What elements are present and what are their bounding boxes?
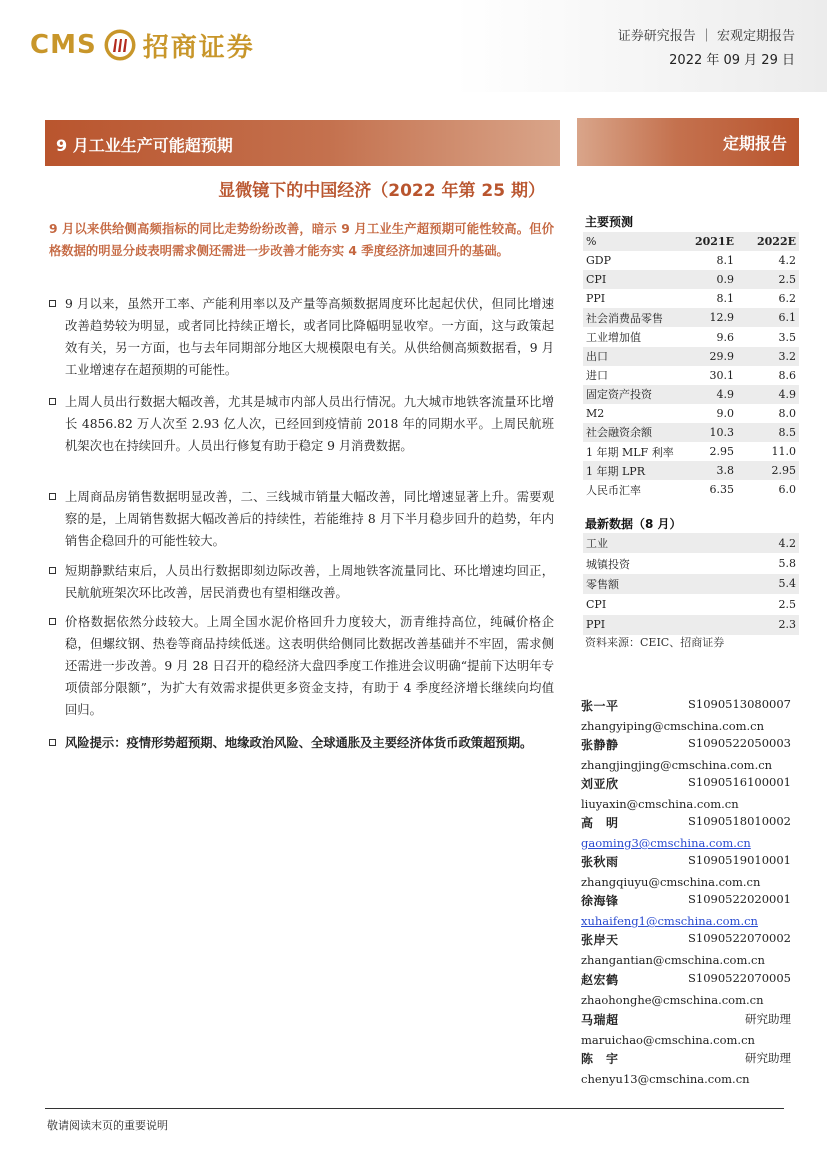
analyst-entry [581, 1050, 791, 1089]
analyst-entry [581, 892, 791, 931]
value-2021: 9.0 [716, 406, 734, 420]
footer-note: 敬请阅读末页的重要说明 [47, 1119, 168, 1132]
row-name: PPI [586, 292, 606, 306]
bullet-box-icon [49, 493, 56, 500]
row-name: GDP [586, 254, 612, 268]
logo-text-en: CMS [30, 30, 97, 60]
value-2021: 8.1 [716, 292, 734, 306]
report-title: 9 月工业生产可能超预期 [45, 120, 560, 166]
data-source-note: 资料来源：CEIC、招商证券 [585, 636, 725, 649]
value-2021: 6.35 [709, 483, 734, 497]
row-name: 社会融资余额 [586, 426, 652, 440]
value-2022: 4.9 [778, 387, 796, 401]
row-name: 零售额 [586, 577, 619, 591]
analyst-name: 张岸天 [581, 933, 619, 947]
table-row [583, 574, 799, 594]
logo-text-cn: 招商证券 [142, 32, 255, 63]
value-2022: 6.2 [778, 292, 796, 306]
value-2021: 2.95 [709, 445, 734, 459]
table-row [583, 385, 799, 404]
analyst-entry [581, 736, 791, 775]
analyst-name: 高 明 [581, 816, 619, 830]
value-2021: 9.6 [716, 330, 734, 344]
analyst-email-link[interactable]: xuhaifeng1@cmschina.com.cn [581, 914, 758, 928]
table-row [583, 533, 799, 553]
analyst-name: 赵宏鹤 [581, 973, 619, 987]
analyst-entry [581, 971, 791, 1010]
row-name: 进口 [586, 369, 608, 383]
analyst-name: 刘亚欣 [581, 777, 619, 791]
cms-logo [30, 24, 255, 66]
table-row [583, 289, 799, 308]
row-name: 城镇投资 [586, 557, 630, 571]
analyst-email[interactable]: zhangantian@cmschina.com.cn [581, 953, 765, 967]
value-2021: 29.9 [709, 349, 734, 363]
analyst-role: 研究助理 [745, 1051, 791, 1065]
row-value: 4.2 [778, 536, 796, 550]
forecast-table [583, 232, 799, 499]
row-name: 工业增加值 [586, 331, 641, 345]
table-row [583, 308, 799, 327]
table-row [583, 615, 799, 635]
table-row [583, 251, 799, 270]
bullet-box-icon [49, 739, 56, 746]
row-name: 固定资产投资 [586, 388, 652, 402]
row-name: 1 年期 LPR [586, 464, 645, 478]
analyst-email[interactable]: zhangjingjing@cmschina.com.cn [581, 758, 773, 772]
analyst-name: 徐海锋 [581, 894, 619, 908]
analyst-role: 研究助理 [745, 1012, 791, 1026]
table-row [583, 423, 799, 442]
value-2022: 6.1 [778, 311, 796, 325]
report-date: 2022 年 09 月 29 日 [669, 53, 795, 68]
table-row [583, 553, 799, 573]
row-value: 2.5 [778, 597, 796, 611]
analyst-entry [581, 697, 791, 736]
analyst-name: 张一平 [581, 699, 619, 713]
value-2021: 30.1 [709, 368, 734, 382]
value-2022: 2.5 [778, 273, 796, 287]
table-row [583, 594, 799, 614]
value-2022: 8.0 [778, 406, 796, 420]
analyst-email-link[interactable]: gaoming3@cmschina.com.cn [581, 836, 751, 850]
forecast-heading: 主要预测 [585, 215, 634, 229]
row-name: 1 年期 MLF 利率 [586, 445, 674, 459]
footer-divider [45, 1108, 784, 1109]
table-row [583, 270, 799, 289]
row-name: 工业 [586, 537, 608, 551]
analyst-cert-id: S1090522070002 [688, 931, 791, 945]
value-2021: 8.1 [716, 254, 734, 268]
analyst-email[interactable]: maruichao@cmschina.com.cn [581, 1033, 755, 1047]
report-type: 证券研究报告 ｜ 宏观定期报告 [617, 29, 795, 44]
bullet-item [49, 560, 554, 604]
value-2021: 10.3 [709, 425, 734, 439]
bullet-text: 短期静默结束后，人员出行数据即刻边际改善，上周地铁客流量同比、环比增速均回正，民航航班架次环比改善，居民消费也有望相继改善。 [65, 564, 554, 600]
table-row [583, 404, 799, 423]
row-name: 人民币汇率 [586, 483, 641, 497]
value-2022: 8.6 [778, 368, 796, 382]
value-2021: 3.8 [716, 464, 734, 478]
analyst-cert-id: S1090516100001 [688, 775, 791, 789]
col-unit: % [586, 235, 597, 249]
table-row [583, 442, 799, 461]
value-2022: 11.0 [771, 445, 796, 459]
row-value: 2.3 [778, 618, 796, 632]
bullet-item [49, 611, 554, 721]
value-2022: 8.5 [778, 425, 796, 439]
analyst-email[interactable]: liuyaxin@cmschina.com.cn [581, 797, 739, 811]
bullet-item [49, 293, 554, 381]
row-value: 5.4 [778, 577, 796, 591]
value-2022: 3.2 [778, 349, 796, 363]
value-2021: 0.9 [716, 273, 734, 287]
latest-table [583, 533, 799, 635]
analyst-entry [581, 775, 791, 814]
value-2022: 6.0 [778, 483, 796, 497]
bullet-text: 上周人员出行数据大幅改善，尤其是城市内部人员出行情况。九大城市地铁客流量环比增长 4856.82 万人次至 2.93 亿人次，已经回到疫情前 2018 年的同期水平。上周民航班机架次也在持续回升。人员出行修复有助于稳定 9 月消费数据。 [65, 395, 554, 453]
analyst-cert-id: S1090518010002 [688, 814, 791, 828]
value-2022: 4.2 [778, 254, 796, 268]
analyst-email[interactable]: zhaohonghe@cmschina.com.cn [581, 993, 764, 1007]
analyst-cert-id: S1090522020001 [688, 892, 791, 906]
analyst-cert-id: S1090513080007 [688, 697, 791, 711]
summary-paragraph: 9 月以来供给侧高频指标的同比走势纷纷改善，暗示 9 月工业生产超预期可能性较高。但价格数据的明显分歧表明需求侧还需进一步改善才能夯实 4 季度经济加速回升的基础。 [49, 222, 554, 258]
analyst-cert-id: S1090519010001 [688, 853, 791, 867]
bullet-box-icon [49, 300, 56, 307]
table-header-row [583, 232, 799, 251]
analyst-entry [581, 1011, 791, 1050]
row-name: CPI [586, 597, 607, 611]
analyst-entry [581, 931, 791, 970]
bullet-box-icon [49, 398, 56, 405]
analyst-name: 张静静 [581, 738, 619, 752]
value-2022: 2.95 [771, 464, 796, 478]
bullet-box-icon [49, 567, 56, 574]
bullet-item [49, 391, 554, 457]
analyst-cert-id: S1090522050003 [688, 736, 791, 750]
analyst-name: 张秋雨 [581, 855, 619, 869]
analyst-name: 马瑞超 [581, 1013, 619, 1027]
bullet-text: 价格数据依然分歧较大。上周全国水泥价格回升力度较大，沥青维持高位，纯碱价格企稳，但螺纹钢、热卷等商品持续低迷。这表明供给侧同比数据改善基础并不牢固，需求侧还需进一步改善。9 月 28 日召开的稳经济大盘四季度工作推进会议明确“提前下达明年专项债部分限额”，为扩大有效需求提供更多资金支持，有助于 4 季度经济增长继续向均值回归。 [65, 615, 554, 717]
analyst-entry [581, 814, 791, 853]
col-2022: 2022E [757, 235, 796, 249]
analyst-email[interactable]: chenyu13@cmschina.com.cn [581, 1072, 750, 1086]
bullet-item [49, 486, 554, 552]
analyst-entry [581, 853, 791, 892]
row-name: CPI [586, 273, 607, 287]
bullet-text: 9 月以来，虽然开工率、产能利用率以及产量等高频数据周度环比起起伏伏，但同比增速改善趋势较为明显，或者同比持续正增长，或者同比降幅明显收窄。一方面，这与政策起效有关，另一方面，也与去年同期部分地区大规模限电有关。从供给侧高频数据看，9 月工业增速存在超预期的可能性。 [65, 297, 554, 377]
analyst-cert-id: S1090522070005 [688, 971, 791, 985]
table-row [583, 461, 799, 480]
row-name: M2 [586, 406, 605, 420]
latest-heading: 最新数据（8 月） [585, 517, 682, 531]
table-row [583, 480, 799, 499]
row-name: 出口 [586, 350, 608, 364]
row-value: 5.8 [778, 557, 796, 571]
bullet-text: 上周商品房销售数据明显改善，二、三线城市销量大幅改善，同比增速显著上升。需要观察的是，上周销售数据大幅改善后的持续性，若能维持 8 月下半月稳步回升的趋势，年内销售企稳回升的可能性较大。 [65, 490, 554, 548]
analyst-email[interactable]: zhangyiping@cmschina.com.cn [581, 719, 765, 733]
risk-bullet [49, 732, 554, 754]
report-category-label: 定期报告 [577, 118, 799, 166]
value-2022: 3.5 [778, 330, 796, 344]
table-row [583, 327, 799, 346]
report-subtitle: 显微镜下的中国经济（2022 年第 25 期） [218, 181, 545, 201]
col-2021: 2021E [695, 235, 734, 249]
table-row [583, 366, 799, 385]
row-name: PPI [586, 618, 606, 632]
table-row [583, 347, 799, 366]
value-2021: 4.9 [716, 387, 734, 401]
analyst-email[interactable]: zhangqiuyu@cmschina.com.cn [581, 875, 761, 889]
analyst-name: 陈 宇 [581, 1052, 619, 1066]
row-name: 社会消费品零售 [586, 311, 663, 325]
value-2021: 12.9 [709, 311, 734, 325]
logo-emblem-icon [103, 28, 137, 62]
risk-text: 风险提示：疫情形势超预期、地缘政治风险、全球通胀及主要经济体货币政策超预期。 [65, 736, 533, 750]
bullet-box-icon [49, 618, 56, 625]
